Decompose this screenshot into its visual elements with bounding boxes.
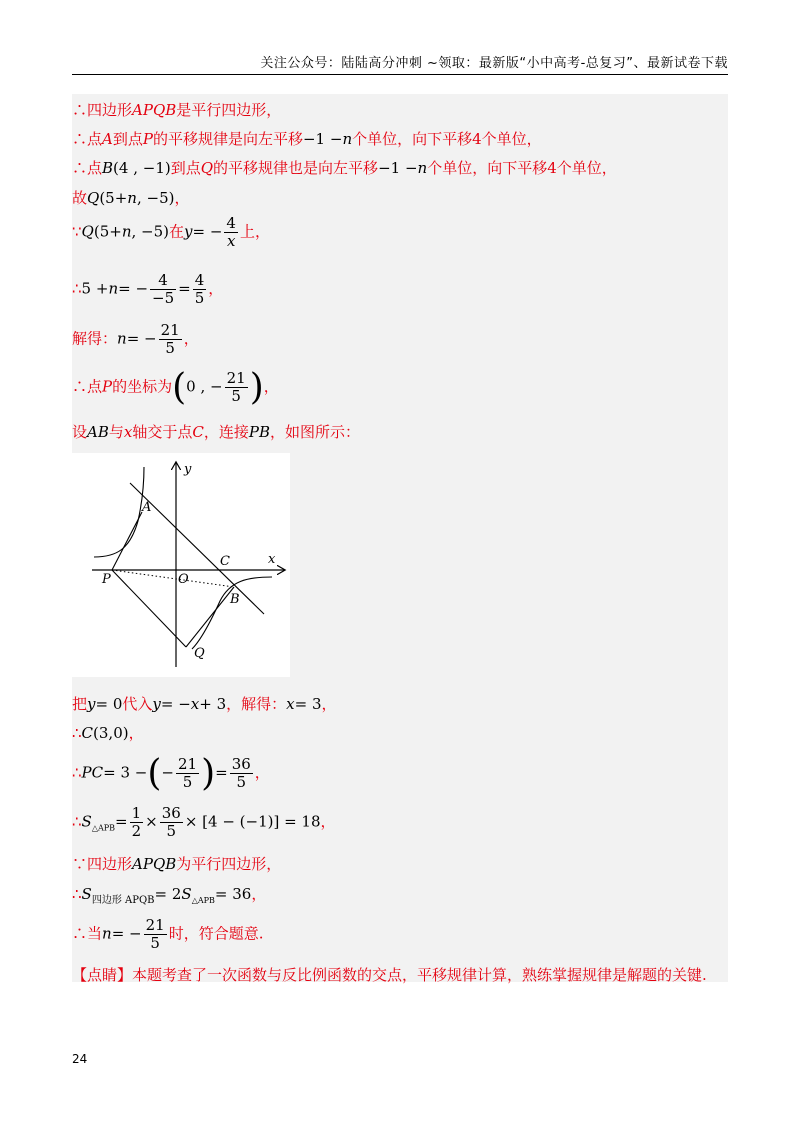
math: = (178, 279, 191, 298)
text: ∴ (72, 279, 82, 298)
text: 与 (108, 423, 124, 441)
line-12 (72, 753, 270, 794)
text: ∴ (72, 724, 82, 742)
label-p: P (102, 572, 111, 587)
math: = − (111, 924, 142, 943)
label-a: A (142, 500, 152, 515)
line-4 (72, 187, 189, 208)
line-10 (72, 693, 337, 714)
text: ， (263, 377, 279, 396)
math: S (81, 885, 92, 903)
text: 解得： (72, 329, 118, 348)
text: 的坐标为 (112, 377, 173, 396)
label-q: Q (194, 646, 205, 661)
math: = (215, 763, 228, 782)
text: 【点睛】本题考查了一次函数与反比例函数的交点，平移规律计算，熟练掌握规律是解题的关键. (72, 966, 707, 984)
text: ，连接 (203, 423, 249, 441)
math: C (81, 724, 94, 742)
denominator: −5 (152, 289, 175, 307)
math: y (184, 222, 193, 241)
denominator: 5 (165, 339, 175, 357)
line-16 (72, 917, 263, 952)
text: 上， (239, 222, 270, 241)
text: ∵ (72, 222, 82, 241)
subscript: 四边形 APQB (91, 895, 155, 906)
numerator: 21 (226, 369, 246, 387)
text: ， (174, 189, 190, 207)
text: 的平移规律也是向左平移 (213, 159, 379, 177)
math: y (152, 695, 161, 713)
numerator: 21 (145, 916, 165, 934)
numerator: 36 (231, 755, 251, 773)
fraction (224, 215, 238, 250)
right-paren: ) (249, 367, 264, 408)
math: 5 + (81, 279, 109, 298)
text: 轴交于点 (132, 423, 193, 441)
math: n (117, 329, 127, 348)
numerator: 21 (160, 321, 180, 339)
math: Q (200, 159, 214, 177)
math: , −5) (131, 222, 169, 241)
line-7 (72, 322, 199, 357)
text: ∴点 (72, 377, 103, 396)
text: ， (251, 885, 267, 903)
text: ∴ (72, 763, 82, 782)
subscript: △APB (191, 896, 215, 905)
fraction (130, 805, 144, 840)
text: 个单位，向下平移 (427, 159, 548, 177)
math: = 0 (95, 695, 123, 713)
line-15 (72, 883, 266, 906)
numerator: 1 (131, 804, 142, 822)
denominator: x (226, 232, 236, 250)
label-o: O (178, 572, 189, 587)
text: ∴点 (72, 159, 103, 177)
text: 在 (169, 222, 185, 241)
fraction (193, 272, 207, 307)
text: ， (254, 763, 270, 782)
line-5 (72, 215, 270, 250)
right-paren: ) (201, 753, 216, 794)
text: ∴当 (72, 924, 103, 943)
math: = − (126, 329, 157, 348)
text: 是平行四边形， (176, 101, 282, 119)
numerator: 36 (161, 804, 181, 822)
text: 4 (472, 130, 482, 148)
text: ， (128, 724, 144, 742)
math: n (102, 924, 112, 943)
line-9 (72, 421, 360, 442)
math: 0 , − (186, 377, 223, 396)
math: = 2 (154, 885, 182, 903)
math: (4 , −1) (113, 159, 171, 177)
function-graph-figure (72, 453, 290, 677)
fraction (176, 756, 199, 791)
math: S (81, 812, 92, 831)
math: × (145, 812, 158, 831)
text: 的平移规律是向左平移 (152, 130, 303, 148)
math: n (121, 222, 132, 241)
math: C (192, 423, 204, 441)
math: = 36 (214, 885, 252, 903)
math: (3,0) (93, 724, 129, 742)
line-3 (72, 157, 617, 178)
text: 代入 (122, 695, 153, 713)
math: = 3 − (103, 763, 148, 782)
math: , −5) (136, 189, 175, 207)
denominator: 5 (194, 289, 205, 307)
text: ， (183, 329, 199, 348)
math: n (127, 189, 137, 207)
math: (5+ (99, 189, 128, 207)
page-header (72, 52, 728, 75)
label-x: x (268, 552, 276, 567)
math: Q (81, 222, 94, 241)
text: ∵四边形 (72, 855, 133, 873)
math: APQB (132, 101, 177, 119)
line-14 (72, 853, 281, 874)
numerator: 21 (177, 755, 198, 773)
line-1 (72, 99, 281, 120)
text: 为平行四边形， (176, 855, 282, 873)
math: APQB (132, 855, 177, 873)
math: = − (160, 695, 191, 713)
fraction (225, 370, 248, 405)
denominator: 5 (166, 822, 177, 840)
math: = 3 (294, 695, 322, 713)
line-13 (72, 805, 336, 840)
line-11 (72, 722, 144, 743)
text: ，解得： (226, 695, 287, 713)
fraction (150, 272, 176, 307)
math: PB (248, 423, 270, 441)
text: 时，符合题意. (168, 924, 264, 943)
math: = − (192, 222, 223, 241)
label-b: B (230, 592, 240, 607)
line-8 (72, 367, 279, 408)
math: n (417, 159, 428, 177)
text: ∴ (72, 812, 82, 831)
text: 个单位，向下平移 (352, 130, 473, 148)
text: ，如图所示： (270, 423, 361, 441)
math: n (342, 130, 353, 148)
label-c: C (220, 554, 230, 569)
text: ， (320, 812, 336, 831)
math: S (181, 885, 192, 903)
math: A (102, 130, 113, 148)
math: = − (118, 279, 149, 298)
math: n (108, 279, 119, 298)
segment-pq (112, 570, 186, 647)
math: = (115, 812, 128, 831)
label-y: y (184, 462, 192, 477)
math: −1 − (302, 130, 343, 148)
math: −1 − (378, 159, 418, 177)
segment-ap (112, 512, 142, 570)
math: P (102, 377, 113, 396)
header-text: 关注公众号：陆陆高分冲刺 ~领取：最新版“小中高考-总复习”、最新试卷下载 (260, 56, 728, 71)
denominator: 5 (182, 773, 193, 791)
denominator: 2 (131, 822, 142, 840)
math: × [4 − (−1)] = 18 (184, 812, 321, 831)
hyperbola-branch-upper-left (94, 467, 144, 557)
math: B (102, 159, 114, 177)
fraction (144, 917, 167, 952)
segment-pb-dotted (112, 570, 234, 587)
math: PC (81, 763, 104, 782)
text: ， (208, 279, 224, 298)
hyperbola-branch-lower-right (192, 577, 272, 649)
denominator: 5 (236, 773, 246, 791)
left-paren: ( (147, 753, 162, 794)
math: − (161, 763, 174, 782)
math: y (87, 695, 96, 713)
denominator: 5 (231, 387, 241, 405)
fraction (230, 756, 253, 791)
line-17-key-point (72, 964, 707, 985)
fraction (160, 805, 183, 840)
math: + 3 (199, 695, 227, 713)
math: AB (87, 423, 109, 441)
numerator: 4 (226, 214, 236, 232)
page-number: 24 (72, 1052, 88, 1066)
numerator: 4 (194, 271, 205, 289)
segment-qb (186, 587, 234, 647)
graph-svg (72, 453, 290, 677)
numerator: 4 (150, 272, 176, 290)
text: 把 (72, 695, 88, 713)
text: 到点 (170, 159, 201, 177)
denominator: 5 (150, 934, 160, 952)
text: 设 (72, 423, 88, 441)
text: ， (321, 695, 337, 713)
math: x (123, 423, 133, 441)
line-6 (72, 272, 223, 307)
line-2 (72, 128, 542, 149)
text: 个单位， (481, 130, 542, 148)
math: x (190, 695, 200, 713)
math: (5+ (93, 222, 122, 241)
math: Q (87, 189, 100, 207)
text: ∴点 (72, 130, 103, 148)
subscript: △APB (91, 823, 116, 833)
text: 故 (72, 189, 88, 207)
math: x (286, 695, 295, 713)
text: ∴四边形 (72, 101, 133, 119)
text: 个单位， (556, 159, 617, 177)
left-paren: ( (172, 367, 187, 408)
text: 到点 (112, 130, 143, 148)
math: P (142, 130, 153, 148)
text: 4 (547, 159, 557, 177)
fraction (159, 322, 182, 357)
text: ∴ (72, 885, 82, 903)
